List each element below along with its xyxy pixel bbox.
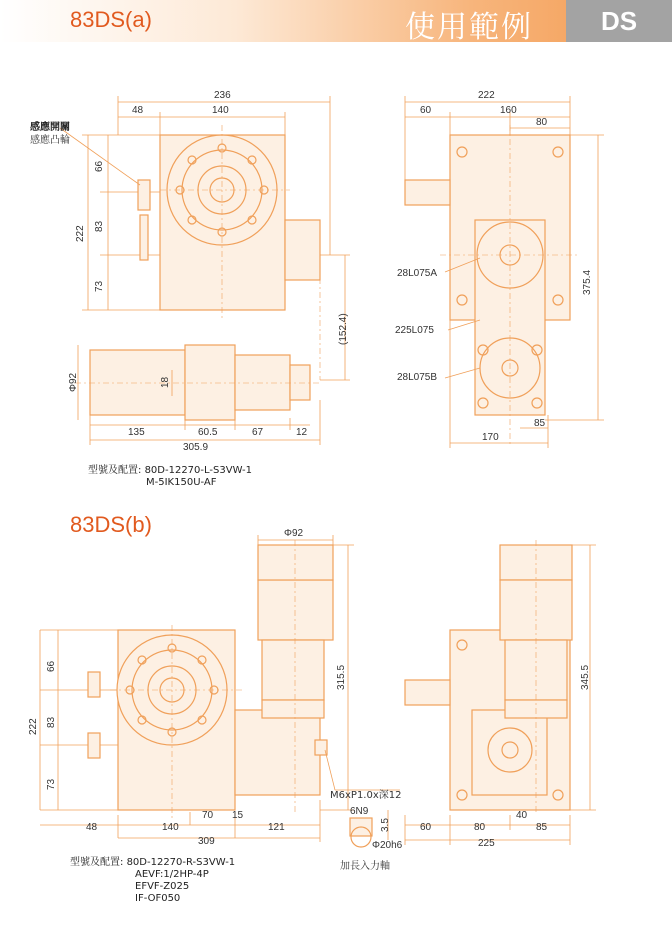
spec-b-line-2: AEVF:1/2HP-4P: [135, 869, 209, 880]
spec-a: [88, 465, 252, 489]
model-b-title: 83DS(b): [70, 512, 152, 537]
dim-b-side-225: 225: [478, 838, 495, 849]
dim-a-135: 135: [128, 427, 145, 438]
dim-b-side-85: 85: [536, 822, 548, 833]
dim-a-18: 18: [160, 376, 171, 388]
section-title-cn: 使用範例: [405, 10, 533, 45]
spec-a-line-2: M-5IK150U-AF: [146, 477, 217, 488]
dim-a-83: 83: [94, 220, 105, 232]
part-pulley-a: 28L075A: [397, 268, 438, 279]
spec-b: [70, 857, 235, 905]
dim-b-side-60: 60: [420, 822, 432, 833]
dim-a-67: 67: [252, 427, 264, 438]
spec-b-line-4: IF-OF050: [135, 893, 181, 904]
dim-b-side-40: 40: [516, 810, 528, 821]
shaft-key: 6N9: [350, 806, 369, 817]
dim-b-66: 66: [46, 660, 57, 672]
shaft-dia: Φ20h6: [372, 840, 403, 851]
dim-b-83: 83: [46, 716, 57, 728]
dim-b-315-5: 315.5: [336, 664, 347, 690]
dim-a-side-222: 222: [478, 90, 495, 101]
dim-a-side-170: 170: [482, 432, 499, 443]
dim-a-side-160: 160: [500, 105, 517, 116]
view-b-side: [405, 540, 596, 845]
dim-a-side-80: 80: [536, 117, 548, 128]
shaft-caption: 加長入力軸: [340, 861, 390, 872]
dim-a-222: 222: [75, 225, 86, 242]
dim-a-73: 73: [94, 280, 105, 292]
spec-b-line-3: EFVF-Z025: [135, 881, 190, 892]
dim-a-140: 140: [212, 105, 229, 116]
part-pulley-b: 28L075B: [397, 372, 438, 383]
dim-a-66: 66: [94, 160, 105, 172]
dim-b-48: 48: [86, 822, 98, 833]
label-sensor-switch: 感應開關: [30, 122, 70, 133]
series-tag: DS: [566, 0, 672, 42]
dim-a-side-375-4: 375.4: [582, 269, 593, 295]
dim-b-222: 222: [28, 718, 39, 735]
dim-a-48: 48: [132, 105, 144, 116]
shaft-thread: M6xP1.0x深12: [330, 790, 402, 801]
spec-b-line-1: 80D-12270-R-S3VW-1: [126, 857, 236, 868]
dim-b-15: 15: [232, 810, 244, 821]
dim-b-140: 140: [162, 822, 179, 833]
shaft-depth: 3.5: [380, 818, 391, 832]
spec-a-label: 型號及配置:: [88, 465, 142, 476]
dim-b-phi92: Φ92: [284, 528, 304, 539]
dim-b-309: 309: [198, 836, 215, 847]
label-sensor-cam: 感應凸輪: [30, 135, 70, 146]
dim-a-152-4: (152.4): [338, 313, 349, 345]
dim-b-side-345-5: 345.5: [580, 664, 591, 690]
dim-a-12: 12: [296, 427, 308, 438]
spec-b-label: 型號及配置:: [70, 857, 124, 868]
model-title: 83DS(a): [70, 7, 152, 32]
dim-a-side-60: 60: [420, 105, 432, 116]
dim-a-305-9: 305.9: [183, 442, 209, 453]
dim-b-70: 70: [202, 810, 214, 821]
dim-a-60-5: 60.5: [198, 427, 218, 438]
dim-b-73: 73: [46, 778, 57, 790]
dim-b-121: 121: [268, 822, 285, 833]
dim-a-phi92: Φ92: [68, 372, 79, 392]
part-belt: 225L075: [395, 325, 434, 336]
dim-b-side-80: 80: [474, 822, 486, 833]
dim-a-236: 236: [214, 90, 231, 101]
spec-a-line-1: 80D-12270-L-S3VW-1: [144, 465, 253, 476]
view-a-front: [60, 96, 350, 445]
dim-a-side-85: 85: [534, 418, 546, 429]
